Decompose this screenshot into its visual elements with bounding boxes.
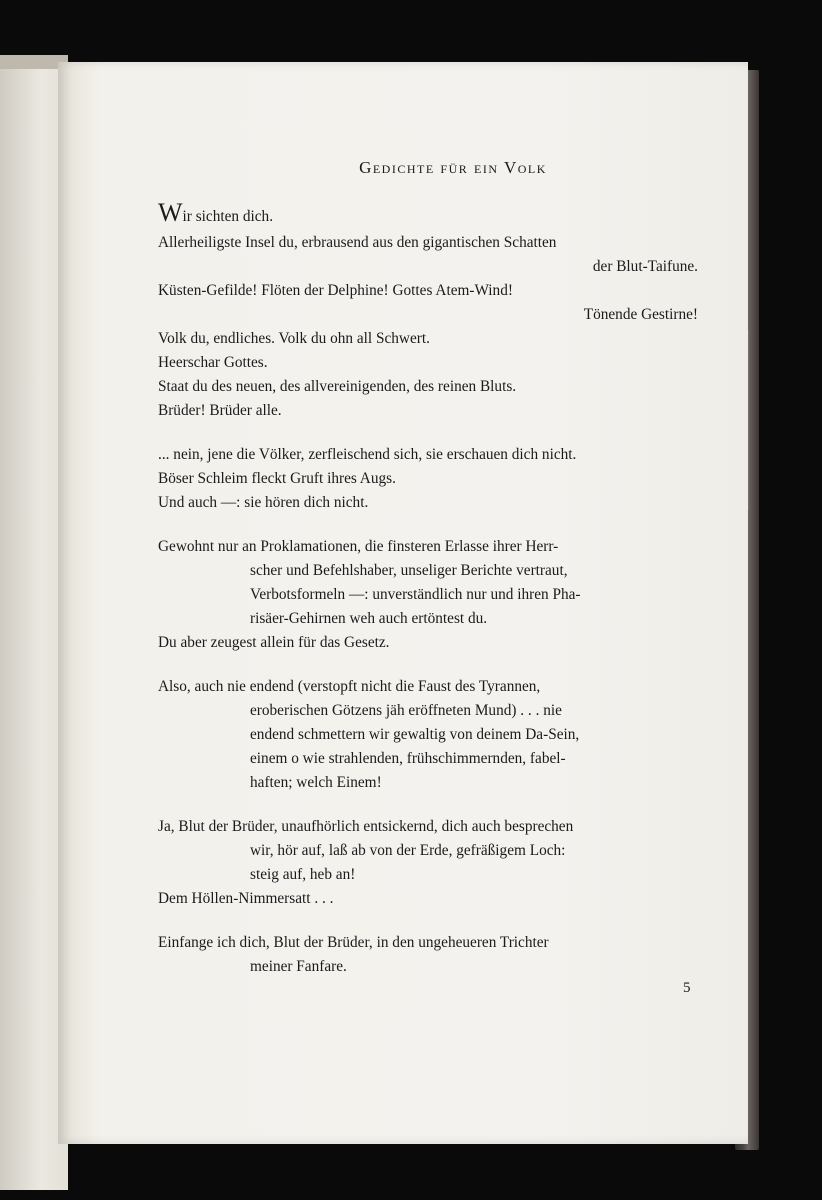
poem-line: Gewohnt nur an Proklamationen, die finsteren Erlasse ihrer Herr- [158, 538, 559, 555]
poem-line: Also, auch nie endend (verstopft nicht die Faust des Tyrannen, [158, 678, 541, 695]
poem-line: Böser Schleim fleckt Gruft ihres Augs. [158, 470, 396, 487]
poem-line: steig auf, heb an! [250, 866, 356, 883]
poem-line: scher und Befehlshaber, unseliger Berichte vertraut, [250, 562, 568, 579]
poem-line: der Blut-Taifune. [592, 258, 698, 275]
poem-line: ... nein, jene die Völker, zerfleischend sich, sie erschauen dich nicht. [158, 446, 577, 463]
poem-line: Ja, Blut der Brüder, unaufhörlich entsickernd, dich auch besprechen [158, 818, 574, 835]
poem-line: haften; welch Einem! [250, 774, 382, 791]
poem-line: Dem Höllen-Nimmersatt . . . [158, 890, 334, 907]
poem-line: Einfange ich dich, Blut der Brüder, in den ungeheueren Trichter [158, 934, 549, 951]
poem-heading: Gedichte für ein Volk [359, 158, 547, 177]
poem-line: Du aber zeugest allein für das Gesetz. [158, 634, 390, 651]
poem-line: meiner Fanfare. [250, 958, 347, 975]
poem-line: risäer-Gehirnen weh auch ertöntest du. [250, 610, 488, 627]
poem-line: wir, hör auf, laß ab von der Erde, gefräßigem Loch: [250, 842, 566, 859]
right-page [58, 62, 748, 1144]
poem-line: Küsten-Gefilde! Flöten der Delphine! Gottes Atem-Wind! [158, 282, 513, 299]
page-number: 5 [683, 980, 691, 996]
poem-line: Allerheiligste Insel du, erbrausend aus den gigantischen Schatten [158, 234, 557, 251]
poem-line: eroberischen Götzens jäh eröffneten Mund) . . . nie [250, 702, 562, 719]
poem-line: Volk du, endliches. Volk du ohn all Schwert. [158, 330, 430, 347]
poem-line: Und auch —: sie hören dich nicht. [158, 494, 369, 511]
drop-initial: W [158, 198, 183, 227]
poem-line [158, 200, 273, 226]
poem-line: Staat du des neuen, des allvereinigenden, des reinen Bluts. [158, 378, 517, 395]
opening-rest: ir sichten dich. [182, 208, 274, 225]
poem-line: endend schmettern wir gewaltig von deinem Da-Sein, [250, 726, 580, 743]
poem-line: Brüder! Brüder alle. [158, 402, 282, 419]
poem-line: Verbotsformeln —: unverständlich nur und ihren Pha- [250, 586, 581, 603]
poem-line: Tönende Gestirne! [583, 306, 698, 323]
poem-line: einem o wie strahlenden, frühschimmernden, fabel- [250, 750, 566, 767]
poem-line: Heerschar Gottes. [158, 354, 268, 371]
